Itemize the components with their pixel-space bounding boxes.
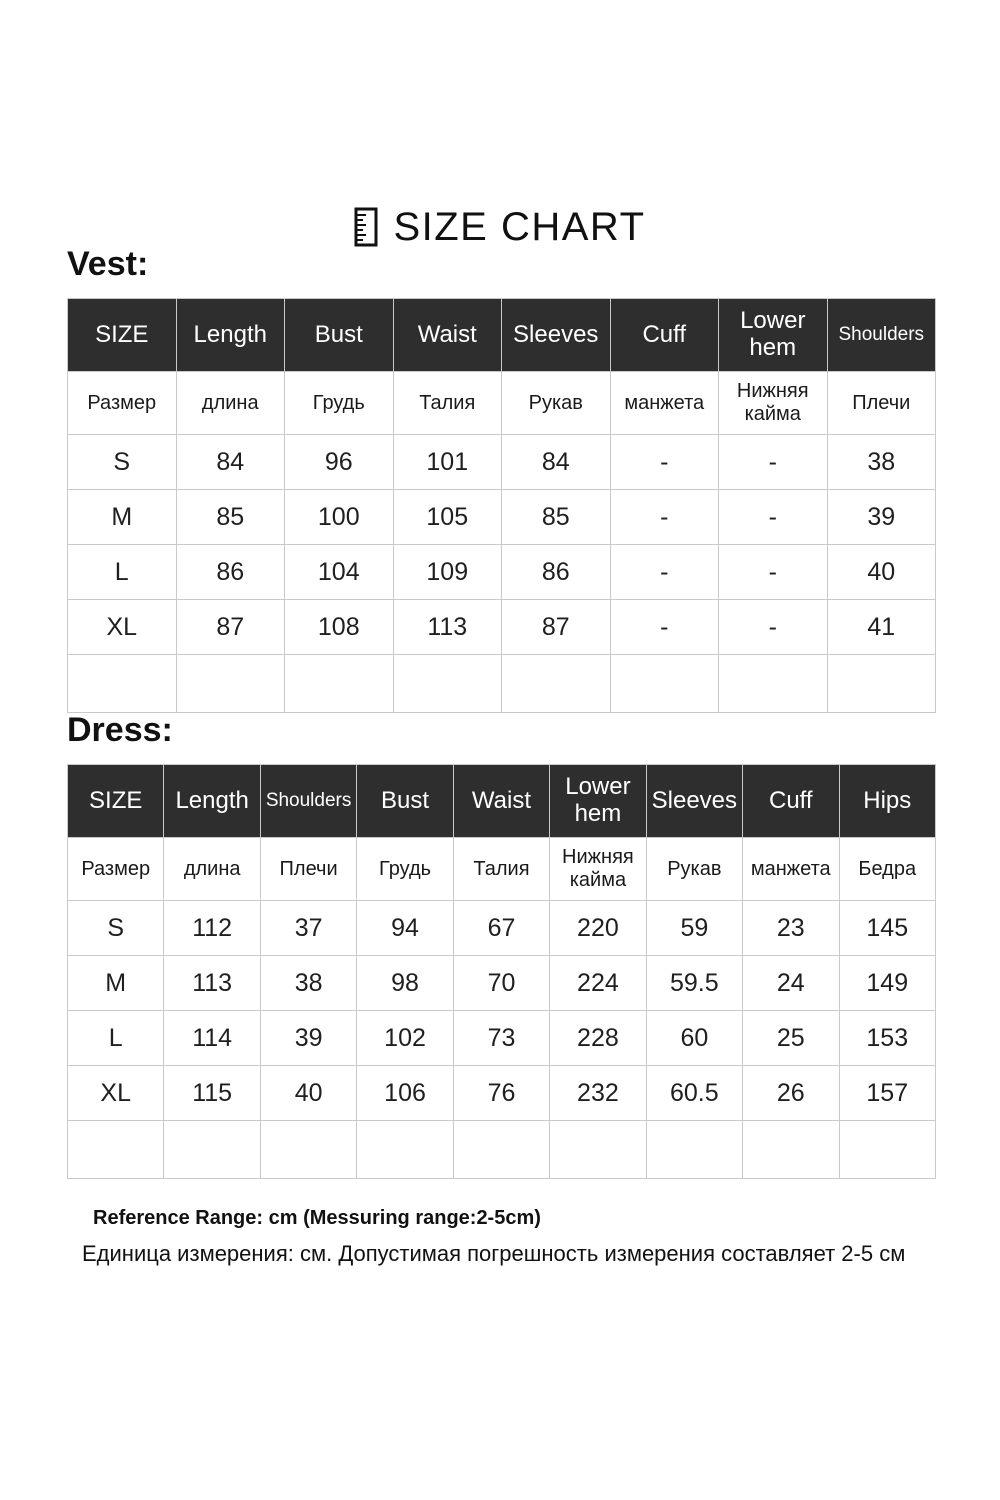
subheader-cell: Бедра [839, 838, 936, 901]
table-row [68, 956, 936, 1011]
header-cell: SIZE [68, 765, 164, 838]
data-cell: 109 [393, 545, 502, 600]
data-cell: 59.5 [646, 956, 742, 1011]
reference-range-ru: Единица измерения: см. Допустимая погрешность измерения составляет 2-5 см [82, 1241, 906, 1266]
data-cell: 145 [839, 901, 936, 956]
data-cell: 112 [164, 901, 260, 956]
header-cell: Bust [357, 765, 453, 838]
subheader-cell: Нижняя кайма [719, 372, 828, 435]
header-cell: Length [176, 299, 285, 372]
page-title-row [0, 0, 1000, 247]
data-cell: 106 [357, 1066, 453, 1121]
data-cell: 86 [502, 545, 611, 600]
data-cell: 38 [827, 435, 936, 490]
data-cell: 87 [176, 600, 285, 655]
subheader-cell: Плечи [827, 372, 936, 435]
empty-cell [453, 1121, 549, 1179]
data-cell: 39 [260, 1011, 356, 1066]
empty-cell [285, 655, 394, 713]
subheader-cell: Нижняя кайма [550, 838, 646, 901]
size-cell: M [68, 490, 177, 545]
header-cell: Sleeves [502, 299, 611, 372]
data-cell: 85 [176, 490, 285, 545]
size-cell: L [68, 545, 177, 600]
size-cell: S [68, 435, 177, 490]
data-cell: 40 [260, 1066, 356, 1121]
data-cell: - [610, 545, 719, 600]
data-cell: 87 [502, 600, 611, 655]
header-cell: Length [164, 765, 260, 838]
data-cell: 98 [357, 956, 453, 1011]
reference-range-en: Reference Range: cm (Messuring range:2-5cm) [93, 1207, 541, 1229]
data-cell: - [719, 600, 828, 655]
empty-cell [502, 655, 611, 713]
empty-cell [260, 1121, 356, 1179]
table-row [68, 490, 936, 545]
subheader-cell: Грудь [357, 838, 453, 901]
data-cell: 94 [357, 901, 453, 956]
subheader-cell: Талия [393, 372, 502, 435]
empty-cell [68, 1121, 164, 1179]
data-cell: 67 [453, 901, 549, 956]
size-cell: M [68, 956, 164, 1011]
data-cell: 84 [502, 435, 611, 490]
data-cell: 153 [839, 1011, 936, 1066]
data-cell: 39 [827, 490, 936, 545]
header-cell: Shoulders [827, 299, 936, 372]
data-cell: 40 [827, 545, 936, 600]
dress-subheader-row [68, 838, 936, 901]
vest-subheader-row [68, 372, 936, 435]
data-cell: 86 [176, 545, 285, 600]
table-row [68, 901, 936, 956]
subheader-cell: Плечи [260, 838, 356, 901]
header-cell: SIZE [68, 299, 177, 372]
dress-header-row [68, 765, 936, 838]
data-cell: 96 [285, 435, 394, 490]
data-cell: 115 [164, 1066, 260, 1121]
data-cell: 84 [176, 435, 285, 490]
table-row [68, 600, 936, 655]
dress-table [67, 764, 936, 1179]
data-cell: - [719, 545, 828, 600]
data-cell: 113 [164, 956, 260, 1011]
subheader-cell: Рукав [646, 838, 742, 901]
empty-cell [827, 655, 936, 713]
data-cell: 104 [285, 545, 394, 600]
header-cell: Hips [839, 765, 936, 838]
data-cell: - [610, 600, 719, 655]
data-cell: 60.5 [646, 1066, 742, 1121]
subheader-cell: Рукав [502, 372, 611, 435]
data-cell: 60 [646, 1011, 742, 1066]
subheader-cell: длина [164, 838, 260, 901]
header-cell: Cuff [610, 299, 719, 372]
size-cell: XL [68, 600, 177, 655]
table-row [68, 545, 936, 600]
reference-note [82, 1207, 936, 1267]
empty-row [68, 1121, 936, 1179]
dress-heading: Dress: [67, 711, 173, 749]
empty-cell [610, 655, 719, 713]
empty-cell [550, 1121, 646, 1179]
empty-cell [719, 655, 828, 713]
data-cell: 26 [743, 1066, 839, 1121]
data-cell: 232 [550, 1066, 646, 1121]
table-row [68, 1066, 936, 1121]
header-cell: Waist [393, 299, 502, 372]
data-cell: 113 [393, 600, 502, 655]
vest-heading: Vest: [67, 245, 149, 283]
data-cell: 224 [550, 956, 646, 1011]
data-cell: - [610, 490, 719, 545]
empty-cell [646, 1121, 742, 1179]
vest-header-row [68, 299, 936, 372]
data-cell: 114 [164, 1011, 260, 1066]
data-cell: 108 [285, 600, 394, 655]
vest-table [67, 298, 936, 713]
data-cell: 102 [357, 1011, 453, 1066]
data-cell: 25 [743, 1011, 839, 1066]
header-cell: Waist [453, 765, 549, 838]
subheader-cell: длина [176, 372, 285, 435]
data-cell: 76 [453, 1066, 549, 1121]
data-cell: 37 [260, 901, 356, 956]
table-row [68, 435, 936, 490]
page-title: SIZE CHART [393, 205, 646, 249]
data-cell: 59 [646, 901, 742, 956]
content [67, 247, 936, 1267]
data-cell: 38 [260, 956, 356, 1011]
ruler-icon [354, 207, 378, 247]
data-cell: 70 [453, 956, 549, 1011]
header-cell: Bust [285, 299, 394, 372]
subheader-cell: манжета [743, 838, 839, 901]
table-row [68, 1011, 936, 1066]
data-cell: 105 [393, 490, 502, 545]
data-cell: - [719, 490, 828, 545]
header-cell: Shoulders [260, 765, 356, 838]
data-cell: 23 [743, 901, 839, 956]
data-cell: 24 [743, 956, 839, 1011]
empty-cell [164, 1121, 260, 1179]
subheader-cell: Размер [68, 838, 164, 901]
data-cell: 100 [285, 490, 394, 545]
data-cell: 149 [839, 956, 936, 1011]
empty-cell [393, 655, 502, 713]
empty-cell [176, 655, 285, 713]
data-cell: 220 [550, 901, 646, 956]
data-cell: 85 [502, 490, 611, 545]
subheader-cell: Талия [453, 838, 549, 901]
subheader-cell: Грудь [285, 372, 394, 435]
subheader-cell: Размер [68, 372, 177, 435]
data-cell: 228 [550, 1011, 646, 1066]
data-cell: 73 [453, 1011, 549, 1066]
empty-cell [743, 1121, 839, 1179]
size-cell: L [68, 1011, 164, 1066]
data-cell: - [610, 435, 719, 490]
header-cell: Sleeves [646, 765, 742, 838]
data-cell: 41 [827, 600, 936, 655]
subheader-cell: манжета [610, 372, 719, 435]
empty-cell [68, 655, 177, 713]
data-cell: 101 [393, 435, 502, 490]
data-cell: - [719, 435, 828, 490]
empty-row [68, 655, 936, 713]
empty-cell [839, 1121, 936, 1179]
header-cell: Lower hem [719, 299, 828, 372]
data-cell: 157 [839, 1066, 936, 1121]
empty-cell [357, 1121, 453, 1179]
header-cell: Cuff [743, 765, 839, 838]
size-cell: XL [68, 1066, 164, 1121]
header-cell: Lower hem [550, 765, 646, 838]
size-cell: S [68, 901, 164, 956]
